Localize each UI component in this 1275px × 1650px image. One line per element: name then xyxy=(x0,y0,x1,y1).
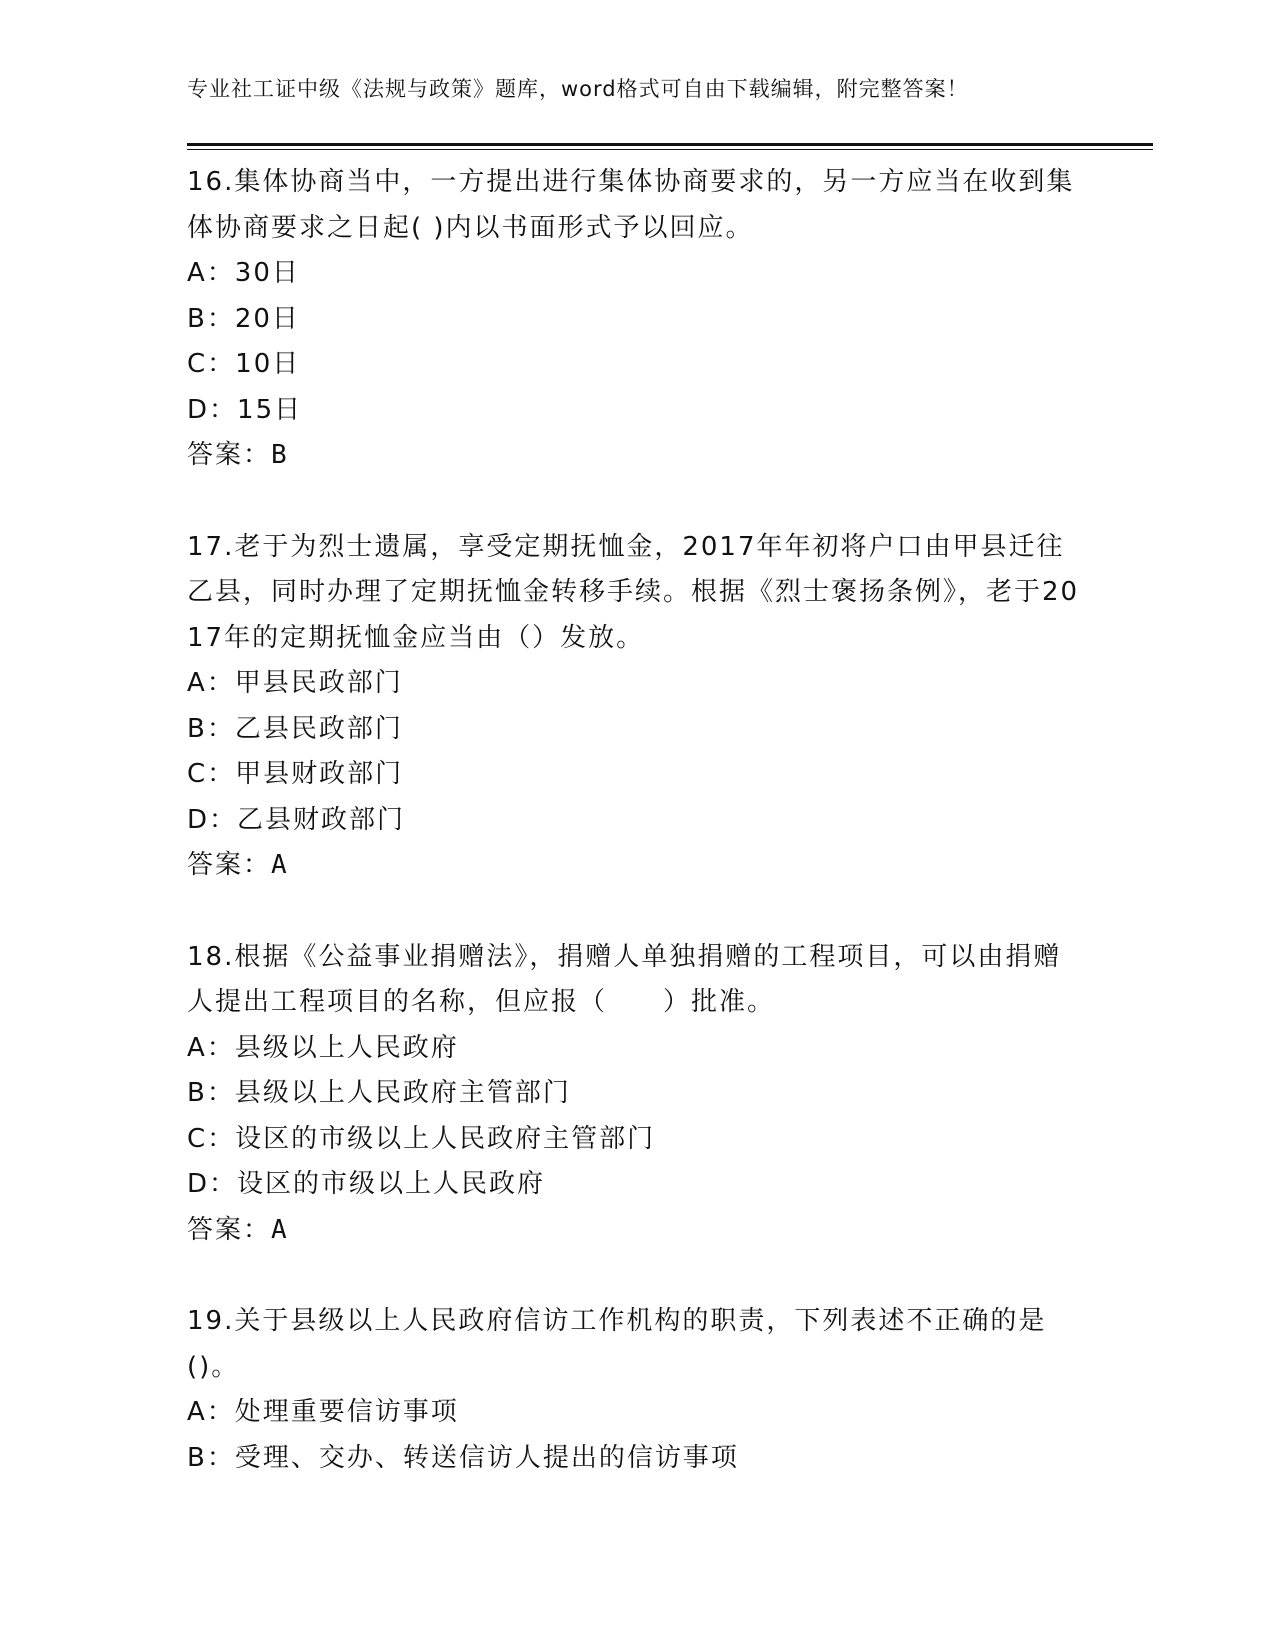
option-a: A：县级以上人民政府 xyxy=(187,1032,459,1063)
answer-line xyxy=(187,843,1087,889)
option-a: A：30日 xyxy=(187,258,300,288)
option-a: A：处理重要信访事项 xyxy=(187,1397,459,1427)
question-17 xyxy=(187,525,1087,889)
option-c: C：设区的市级以上人民政府主管部门 xyxy=(187,1123,656,1154)
answer-value: B xyxy=(271,440,289,470)
question-text: 18.根据《公益事业捐赠法》，捐赠人单独捐赠的工程项目，可以由捐赠人提出工程项目的名称，但应报（ ）批准。 xyxy=(187,941,1062,1017)
header-rule-thick xyxy=(187,143,1153,146)
question-18 xyxy=(187,935,1087,1254)
answer-line xyxy=(187,1208,1087,1254)
answer-line xyxy=(187,433,1087,479)
question-text: 19.关于县级以上人民政府信访工作机构的职责，下列表述不正确的是()。 xyxy=(187,1306,1047,1382)
option-a: A：甲县民政部门 xyxy=(187,668,403,698)
option-b: B：受理、交办、转送信访人提出的信访事项 xyxy=(187,1442,739,1473)
option-b: B：20日 xyxy=(187,303,300,334)
option-d: D：乙县财政部门 xyxy=(187,804,406,835)
question-16 xyxy=(187,160,1087,479)
answer-value: A xyxy=(271,850,289,880)
question-19 xyxy=(187,1299,1087,1481)
option-d: D：设区的市级以上人民政府 xyxy=(187,1169,546,1199)
option-d: D：15日 xyxy=(187,394,303,425)
question-text: 16.集体协商当中，一方提出进行集体协商要求的，另一方应当在收到集体协商要求之日起( )内以书面形式予以回应。 xyxy=(187,167,1075,243)
answer-label: 答案： xyxy=(187,1214,272,1245)
answer-label: 答案： xyxy=(187,850,272,880)
question-text: 17.老于为烈士遗属，享受定期抚恤金，2017年年初将户口由甲县迁往乙县，同时办理了定期抚恤金转移手续。根据《烈士褒扬条例》，老于2017年的定期抚恤金应当由（）发放。 xyxy=(187,531,1080,653)
option-b: B：乙县民政部门 xyxy=(187,713,403,744)
option-c: C：甲县财政部门 xyxy=(187,759,404,789)
header-rule-thin xyxy=(187,149,1153,150)
option-c: C：10日 xyxy=(187,349,301,379)
question-list xyxy=(187,160,1087,1527)
answer-label: 答案： xyxy=(187,440,272,470)
document-header: 专业社工证中级《法规与政策》题库，word格式可自由下载编辑，附完整答案！ xyxy=(187,77,969,101)
option-b: B：县级以上人民政府主管部门 xyxy=(187,1078,571,1108)
answer-value: A xyxy=(271,1214,289,1245)
